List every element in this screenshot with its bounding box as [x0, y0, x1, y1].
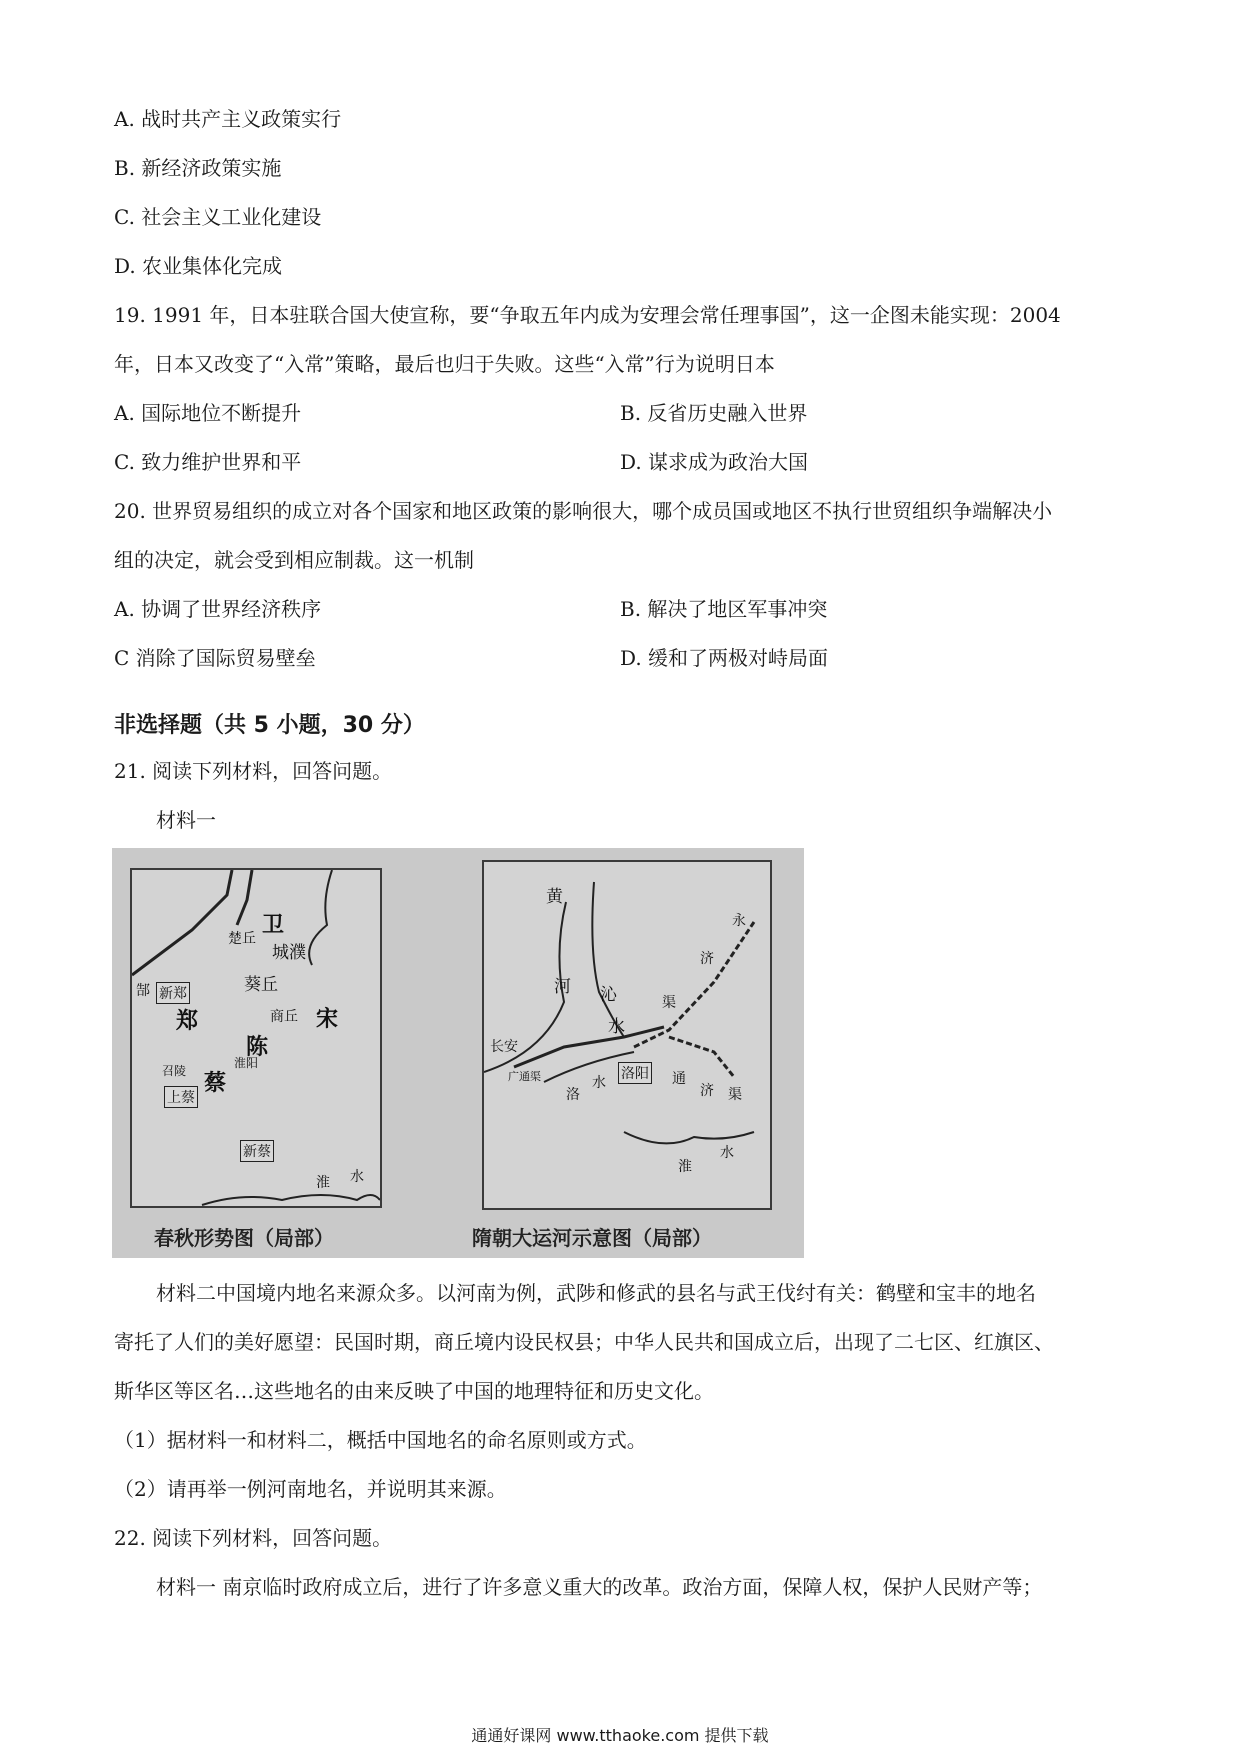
q21-material2-line1: 材料二中国境内地名来源众多。以河南为例，武陟和修武的县名与武王伐纣有关：鹤壁和宝丰的地名 [156, 1281, 1036, 1305]
map1-label-shui: 水 [350, 1169, 364, 1185]
q22-material1: 材料一 南京临时政府成立后，进行了许多意义重大的改革。政治方面，保障人权，保护人民财产等； [156, 1575, 1043, 1599]
map1-label-song: 宋 [316, 1007, 339, 1032]
map2-label-ji2: 济 [700, 1083, 714, 1099]
q21-stem: 21. 阅读下列材料，回答问题。 [114, 759, 393, 783]
map2-label-huai: 淮 [678, 1159, 692, 1175]
map1-label-zhaoling: 召陵 [162, 1064, 187, 1078]
map1-caption: 春秋形势图（局部） [154, 1226, 334, 1250]
page-footer: 通通好课网 www.tthaoke.com 提供下载 [471, 1726, 769, 1745]
map1-label-wei: 卫 [262, 913, 285, 938]
map2-caption: 隋朝大运河示意图（局部） [472, 1226, 712, 1250]
section-title: 非选择题（共 5 小题，30 分） [114, 713, 425, 738]
map2-label-shui2: 水 [592, 1075, 606, 1091]
map2-label-yong: 永 [732, 913, 746, 929]
map2-label-luo: 洛 [566, 1087, 580, 1103]
q20-option-c: C 消除了国际贸易壁垒 [114, 646, 316, 670]
map1-label-huai: 淮 [316, 1175, 330, 1191]
map2-label-shui3: 水 [720, 1145, 734, 1161]
q20-stem-line2: 组的决定，就会受到相应制裁。这一机制 [114, 548, 474, 572]
q20-option-a: A. 协调了世界经济秩序 [114, 597, 322, 621]
q21-material2-line3: 斯华区等区名…这些地名的由来反映了中国的地理特征和历史文化。 [114, 1379, 714, 1403]
map1-label-chengpu: 城濮 [272, 943, 306, 963]
map1-label-shangcai: 上蔡 [164, 1086, 198, 1108]
q19-option-b: B. 反省历史融入世界 [620, 401, 808, 425]
q18-option-b: B. 新经济政策实施 [114, 156, 282, 180]
map2-label-qin: 沁 [600, 985, 617, 1005]
map1-label-gao: 郜 [136, 983, 150, 999]
map2-label-ji: 济 [700, 951, 714, 967]
q21-map-figure [112, 848, 804, 1258]
map2-label-qu2: 渠 [728, 1087, 742, 1103]
q21-sub-question-1: （1）据材料一和材料二，概括中国地名的命名原则或方式。 [114, 1428, 647, 1452]
map1-label-shangqiu: 商丘 [270, 1009, 298, 1025]
map2-label-shui1: 水 [608, 1017, 625, 1037]
map2-label-guangtong: 广通渠 [508, 1070, 541, 1083]
map2-label-luoyang: 洛阳 [618, 1062, 652, 1084]
q19-option-a: A. 国际地位不断提升 [114, 401, 302, 425]
map1-label-chuqiu: 楚丘 [228, 931, 256, 947]
spring-autumn-map [130, 868, 382, 1208]
q19-stem-line1: 19. 1991 年，日本驻联合国大使宣称，要“争取五年内成为安理会常任理事国”，这一企图未能实现：2004 [114, 303, 1061, 327]
q21-material1-label: 材料一 [156, 808, 216, 832]
q19-option-c: C. 致力维护世界和平 [114, 450, 302, 474]
q19-option-d: D. 谋求成为政治大国 [620, 450, 809, 474]
map2-label-changan: 长安 [490, 1039, 518, 1055]
map1-label-kuiqiu: 葵丘 [244, 975, 278, 995]
q18-option-d: D. 农业集体化完成 [114, 254, 283, 278]
map2-label-huang: 黄 [546, 887, 563, 907]
q20-option-d: D. 缓和了两极对峙局面 [620, 646, 829, 670]
q20-stem-line1: 20. 世界贸易组织的成立对各个国家和地区政策的影响很大，哪个成员国或地区不执行世贸组织争端解决小 [114, 499, 1053, 523]
q19-stem-line2: 年，日本又改变了“入常”策略，最后也归于失败。这些“入常”行为说明日本 [114, 352, 775, 376]
q21-sub-question-2: （2）请再举一例河南地名，并说明其来源。 [114, 1477, 507, 1501]
map1-label-chen: 陈 [246, 1035, 269, 1060]
map2-label-tong: 通 [672, 1071, 686, 1087]
map2-label-qu1: 渠 [662, 995, 676, 1011]
map1-label-xinzheng: 新郑 [156, 982, 190, 1004]
map1-label-cai: 蔡 [204, 1071, 227, 1096]
map1-label-huaiyang: 淮阳 [234, 1056, 259, 1070]
q21-material2-line2: 寄托了人们的美好愿望：民国时期，商丘境内设民权县；中华人民共和国成立后，出现了二七区、红旗区、 [114, 1330, 1054, 1354]
map2-label-he: 河 [554, 977, 571, 997]
map1-label-xincai: 新蔡 [240, 1140, 274, 1162]
q18-option-c: C. 社会主义工业化建设 [114, 205, 322, 229]
q18-option-a: A. 战时共产主义政策实行 [114, 107, 342, 131]
q20-option-b: B. 解决了地区军事冲突 [620, 597, 828, 621]
q22-stem: 22. 阅读下列材料，回答问题。 [114, 1526, 393, 1550]
map1-label-zheng: 郑 [176, 1009, 199, 1034]
sui-canal-map [482, 860, 772, 1210]
